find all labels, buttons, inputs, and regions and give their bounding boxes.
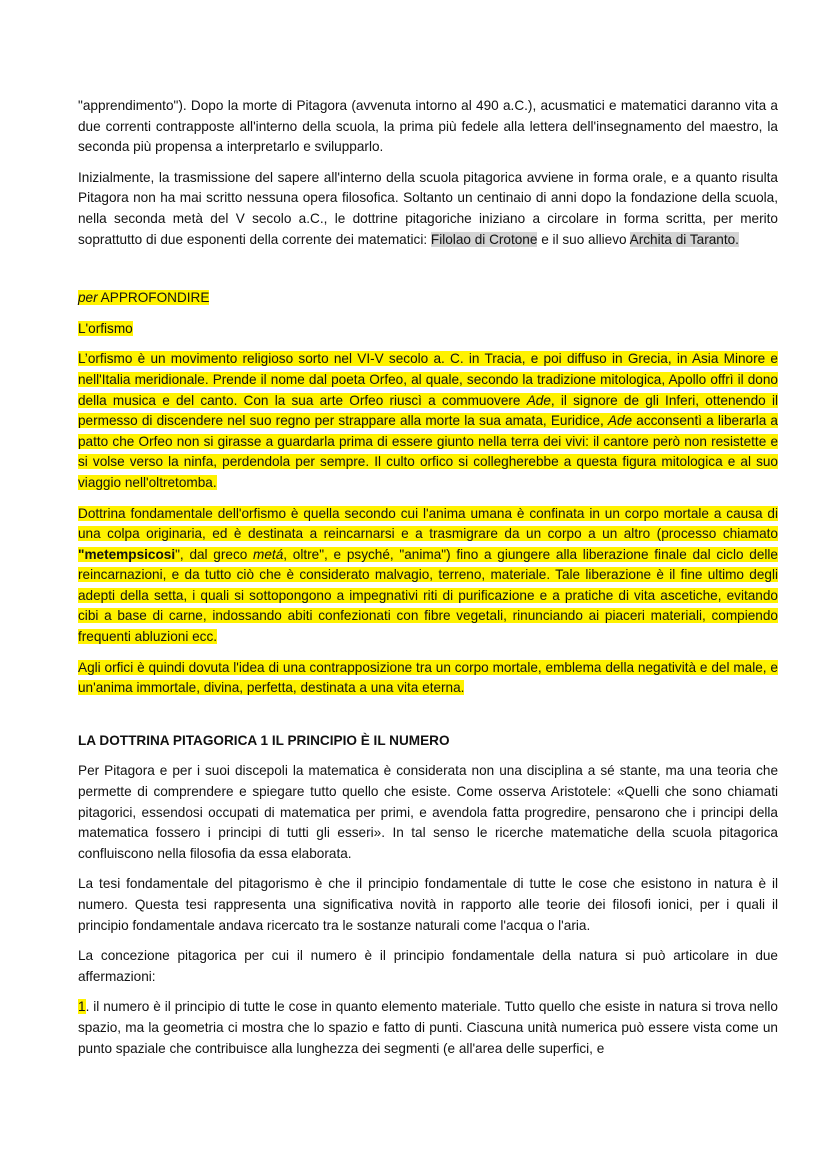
dottrina-paragraph-4 (78, 997, 778, 1059)
orfismo-p2-b: ", dal greco (175, 546, 254, 562)
intro-paragraph-2 (78, 168, 778, 250)
approfondire-label-rest: APPROFONDIRE (97, 290, 210, 306)
name-archita: Archita di Taranto. (629, 231, 739, 247)
orfismo-paragraph-1 (78, 349, 778, 493)
orfismo-p1-b: , il signore de gli Inferi, ottenendo il permesso di discendere nel suo regno per strappare alla morte la sua amata, Euridice, (78, 392, 778, 429)
orfismo-title-text: L'orfismo (78, 320, 133, 336)
spacer (78, 709, 778, 731)
orfismo-paragraph-2 (78, 504, 778, 648)
dottrina-p4-text: . il numero è il principio di tutte le cose in quanto elemento materiale. Tutto quello che esiste in natura si trova nello spazio, ma la geometria ci mostra che lo spazio e fatto di punti. Ciascuna unità numerica può essere vista come un punto spaziale che contribuisce alla lunghezza dei segmenti (e all'area delle superfici, e (78, 999, 778, 1056)
dottrina-paragraph-2: La tesi fondamentale del pitagorismo è che il principio fondamentale di tutte le cose che esistono in natura è il numero. Questa tesi rappresenta una significativa novità in rapporto alle teorie dei filosofi ionici, per i quali il principio fondamentale andava ricercato tra le sostanze naturali come l'acqua o l'aria. (78, 876, 778, 933)
orfismo-p1-c: acconsentì a liberarla a patto che Orfeo non si girasse a guardarla prima di essere giunto nella terra dei vivi: il cantore però non resistette e si volse verso la ninfa, perdendola per sempre. Il culto orfico si collegherebbe a questa figura mitologica e al suo viaggio nell'oltretomba. (78, 413, 778, 490)
orfismo-p2-term: "metempsicosi (78, 546, 176, 562)
list-number-1: 1 (78, 999, 86, 1015)
orfismo-paragraph-3 (78, 658, 778, 699)
orfismo-p1-a: L’orfismo è un movimento religioso sorto nel VI-V secolo a. C. in Tracia, e poi diffuso in Grecia, in Asia Minore e nell'Italia meridionale. Prende il nome dal poeta Orfeo, al quale, secondo la tradizione mitologica, Apollo offrì il dono della musica e del canto. Con la sua arte Orfeo riuscì a commuovere (78, 351, 778, 408)
orfismo-p3-text: Agli orfici è quindi dovuta l'idea di una contrapposizione tra un corpo mortale, emblema della negatività e del male, e un'anima immortale, divina, perfetta, destinata a una vita eterna. (78, 659, 778, 696)
intro-paragraph-2-text: Inizialmente, la trasmissione del sapere all'interno della scuola pitagorica avviene in forma orale, e a quanto risulta Pitagora non ha mai scritto nessuna opera filosofica. Soltanto un centinaio di anni dopo la fondazione della scuola, nella seconda metà del V secolo a.C., le dottrine pitagoriche iniziano a circolare in forma scritta, per merito soprattutto di due esponenti della corrente dei matematici: (78, 169, 778, 247)
name-filolao: Filolao di Crotone (430, 231, 538, 247)
dottrina-paragraph-1: Per Pitagora e per i suoi discepoli la matematica è considerata non una disciplina a sé stante, ma una teoria che permette di comprendere e spiegare tutto quello che esiste. Come osserva Aristotele: «Quelli che sono chiamati pitagorici, essendosi occupati di matematica per primi, e avendola fatta progredire, pensarono che i principi della matematica fossero i principi di tutti gli esseri». In tal senso le ricerche matematiche della scuola pitagorica confluiscono nella filosofia da essa elaborata. (78, 763, 778, 861)
orfismo-p2-meta: metá (253, 546, 284, 562)
intro-paragraph-2-mid: e il suo allievo (537, 231, 630, 247)
intro-paragraph-1: "apprendimento"). Dopo la morte di Pitagora (avvenuta intorno al 490 a.C.), acusmatici e matematici daranno vita a due correnti contrapposte all'interno della scuola, la prima più fedele alla lettera dell'insegnamento del maestro, la seconda più propensa a interpretarlo e svilupparlo. (78, 98, 778, 155)
section-heading: LA DOTTRINA PITAGORICA 1 IL PRINCIPIO È IL NUMERO (78, 732, 450, 748)
spacer (78, 260, 778, 288)
orfismo-p2-a: Dottrina fondamentale dell'orfismo è quella secondo cui l'anima umana è confinata in un corpo mortale a causa di una colpa originaria, ed è destinata a reincarnarsi e a trasmigrare da un corpo a un altro (processo chiamato (78, 505, 778, 542)
orfismo-p2-c: , oltre", e psyché, "anima") fino a giungere alla liberazione finale dal ciclo delle reincarnazioni, e da tutto ciò che è considerato malvagio, terreno, materiale. Tale liberazione è il fine ultimo degli adepti della setta, i quali si sottopongono a impegnativi riti di purificazione e a pratiche di vita ascetiche, evitando cibi a base di carne, indossando abiti confezionati con fibre vegetali, rinunciando ai piaceri materiali, compiendo frequenti abluzioni ecc. (78, 546, 778, 645)
orfismo-title (78, 319, 778, 340)
approfondire-label-italic: per (78, 290, 98, 306)
orfismo-p1-ade-2: Ade (607, 413, 633, 429)
orfismo-p1-ade-1: Ade (526, 392, 551, 408)
approfondire-label (78, 288, 778, 309)
dottrina-paragraph-3: La concezione pitagorica per cui il numero è il principio fondamentale della natura si può articolare in due affermazioni: (78, 948, 778, 984)
